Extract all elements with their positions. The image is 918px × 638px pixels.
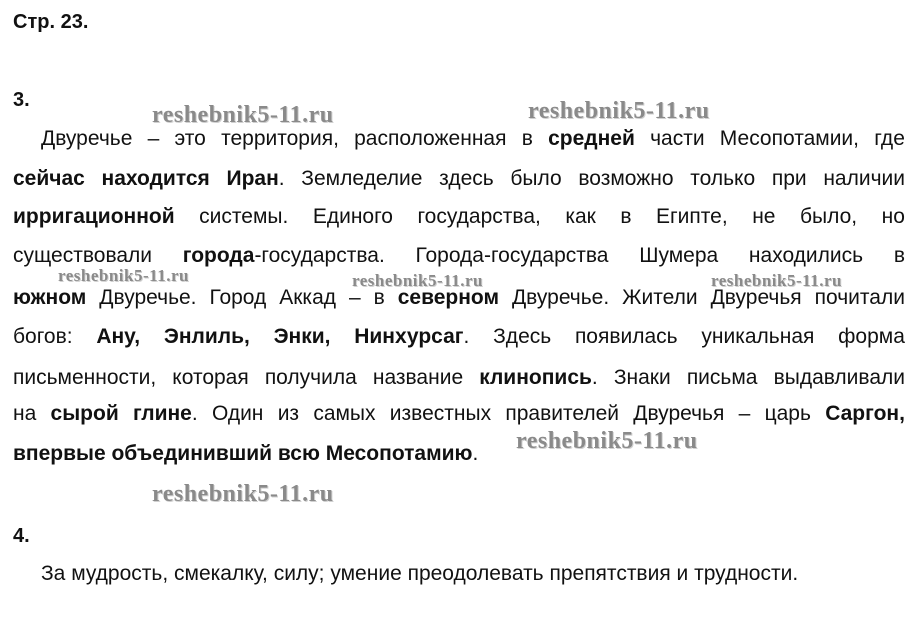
- text-fragment: которая: [172, 366, 249, 389]
- text-fragment: Город: [209, 286, 267, 309]
- watermark: reshebnik5-11.ru: [711, 271, 842, 290]
- word: [505, 400, 619, 428]
- text-fragment: только: [690, 167, 756, 190]
- task-4-answer: За мудрость, смекалку, силу; умение преодолевать препятствия и трудности.: [41, 562, 799, 585]
- bold-term: впервые: [13, 442, 106, 465]
- text-fragment: системы.: [199, 205, 289, 228]
- text-fragment: Аккад: [279, 286, 337, 309]
- bold-term: всю: [277, 442, 320, 465]
- text-fragment: богов:: [13, 325, 73, 348]
- word: [373, 364, 463, 392]
- word: [111, 442, 272, 465]
- text-fragment: письма: [686, 366, 758, 389]
- paragraph-line: [13, 400, 905, 428]
- word: [687, 364, 758, 392]
- word: [278, 400, 299, 428]
- page-heading: Стр. 23.: [13, 11, 89, 33]
- word: [575, 323, 678, 351]
- word: [279, 284, 336, 312]
- text-fragment: при: [771, 167, 807, 190]
- text-fragment: Один: [211, 402, 264, 425]
- word: [13, 442, 106, 465]
- text-fragment: из: [277, 402, 300, 425]
- bold-term: южном: [13, 286, 87, 309]
- word: [13, 323, 73, 351]
- word: [301, 165, 422, 193]
- text-fragment: не: [752, 205, 776, 228]
- text-fragment: расположенная: [354, 127, 507, 150]
- text-fragment: –: [348, 286, 361, 309]
- word: [633, 400, 724, 428]
- text-fragment: появилась: [574, 325, 678, 348]
- word: [578, 165, 673, 193]
- task-3-number: 3.: [13, 89, 30, 111]
- word: [199, 203, 288, 231]
- word: [622, 284, 697, 312]
- text-fragment: .: [472, 442, 479, 465]
- paragraph-line: [41, 125, 905, 153]
- word: [882, 203, 905, 231]
- bold-term: северном: [397, 286, 499, 309]
- text-fragment: уникальная: [701, 325, 815, 348]
- text-fragment: в: [893, 244, 905, 267]
- word: [326, 442, 479, 465]
- word: [874, 125, 905, 153]
- word: [172, 364, 248, 392]
- text-fragment: Шумера: [639, 244, 719, 267]
- word: [51, 400, 119, 428]
- text-fragment: здесь: [439, 167, 494, 190]
- word: [690, 165, 755, 193]
- text-fragment: .: [191, 402, 198, 425]
- word: [739, 400, 751, 428]
- word: [13, 203, 175, 231]
- word: [13, 284, 86, 312]
- word: [133, 400, 198, 428]
- text-fragment: Двуречья: [710, 286, 802, 309]
- text-fragment: в: [373, 286, 385, 309]
- text-fragment: было: [510, 167, 562, 190]
- text-fragment: в: [521, 127, 533, 150]
- text-fragment: было,: [799, 205, 858, 228]
- word: [620, 203, 631, 231]
- text-fragment: Двуречья: [633, 402, 725, 425]
- word: [772, 165, 807, 193]
- text-fragment: письменности,: [13, 366, 157, 389]
- text-fragment: Двуречье: [41, 127, 133, 150]
- paragraph-line: [13, 440, 905, 468]
- text-fragment: наличии: [823, 167, 905, 190]
- watermark: reshebnik5-11.ru: [516, 428, 698, 454]
- text-fragment: выдавливали: [773, 366, 905, 389]
- bold-term: Месопотамию: [325, 442, 473, 465]
- text-fragment: это: [174, 127, 206, 150]
- text-fragment: где: [874, 127, 905, 150]
- word: [479, 364, 598, 392]
- text-fragment: государства,: [417, 205, 541, 228]
- bold-term: клинопись: [479, 366, 592, 389]
- text-fragment: Города-государства: [415, 244, 609, 267]
- word: [13, 400, 36, 428]
- paragraph-line: [13, 323, 905, 351]
- word: [274, 323, 331, 351]
- bold-term: Саргон,: [825, 402, 905, 425]
- bold-term: средней: [548, 127, 635, 150]
- text-fragment: название: [372, 366, 464, 389]
- text-fragment: получила: [264, 366, 357, 389]
- task-4-number: 4.: [13, 525, 30, 547]
- word: [13, 165, 85, 193]
- word: [614, 364, 671, 392]
- text-fragment: существовали: [13, 244, 153, 267]
- text-fragment: Здесь: [493, 325, 552, 348]
- text-fragment: на: [13, 402, 37, 425]
- watermark: reshebnik5-11.ru: [352, 271, 483, 290]
- paragraph-line: [13, 203, 905, 231]
- word: [390, 400, 491, 428]
- word: [354, 125, 506, 153]
- word: [838, 323, 905, 351]
- word: [656, 203, 728, 231]
- word: [313, 400, 375, 428]
- watermark: reshebnik5-11.ru: [152, 102, 334, 128]
- text-fragment: почитали: [814, 286, 905, 309]
- text-fragment: царь: [764, 402, 811, 425]
- text-fragment: форма: [838, 325, 905, 348]
- text-fragment: правителей: [505, 402, 619, 425]
- word: [823, 165, 905, 193]
- text-fragment: Египте,: [656, 205, 728, 228]
- word: [416, 242, 609, 270]
- bold-term: Иран: [226, 167, 279, 190]
- word: [510, 165, 561, 193]
- word: [313, 203, 393, 231]
- word: [221, 125, 339, 153]
- bold-term: находится: [101, 167, 210, 190]
- word: [800, 203, 857, 231]
- word: [183, 242, 385, 270]
- text-fragment: .: [278, 167, 285, 190]
- text-fragment: Двуречье.: [99, 286, 197, 309]
- bold-term: глине: [133, 402, 192, 425]
- bold-term: Ану,: [96, 325, 141, 348]
- word: [209, 284, 266, 312]
- text-fragment: территория,: [221, 127, 339, 150]
- word: [354, 323, 469, 351]
- word: [41, 125, 132, 153]
- word: [565, 203, 596, 231]
- word: [175, 125, 206, 153]
- word: [99, 284, 196, 312]
- word: [894, 242, 905, 270]
- text-fragment: Земледелие: [301, 167, 423, 190]
- word: [148, 125, 160, 153]
- bold-term: сырой: [50, 402, 119, 425]
- bold-term: сейчас: [13, 167, 85, 190]
- word: [825, 400, 905, 428]
- word: [96, 323, 140, 351]
- word: [774, 364, 905, 392]
- word: [522, 125, 533, 153]
- bold-term: Энлиль,: [163, 325, 250, 348]
- paragraph-line: [13, 364, 905, 392]
- word: [212, 400, 263, 428]
- text-fragment: .: [463, 325, 470, 348]
- bold-term: объединивший: [111, 442, 273, 465]
- word: [752, 203, 775, 231]
- text-fragment: в: [620, 205, 632, 228]
- word: [749, 242, 863, 270]
- word: [439, 165, 494, 193]
- text-fragment: известных: [389, 402, 492, 425]
- text-fragment: самых: [313, 402, 376, 425]
- word: [701, 323, 814, 351]
- word: [512, 284, 609, 312]
- paragraph-line: [13, 165, 905, 193]
- bold-term: города: [182, 244, 255, 267]
- text-fragment: но: [881, 205, 905, 228]
- text-fragment: части: [650, 127, 705, 150]
- watermark: reshebnik5-11.ru: [58, 266, 189, 285]
- word: [278, 442, 320, 465]
- word: [417, 203, 540, 231]
- text-fragment: Жители: [622, 286, 698, 309]
- text-fragment: –: [738, 402, 751, 425]
- word: [765, 400, 811, 428]
- text-fragment: Двуречье.: [511, 286, 610, 309]
- text-fragment: как: [565, 205, 596, 228]
- word: [548, 125, 635, 153]
- text-fragment: Знаки: [613, 366, 671, 389]
- word: [720, 125, 859, 153]
- bold-term: ирригационной: [13, 205, 175, 228]
- word: [639, 242, 718, 270]
- text-fragment: Единого: [312, 205, 393, 228]
- bold-term: Энки,: [273, 325, 331, 348]
- text-fragment: находились: [748, 244, 864, 267]
- word: [102, 165, 210, 193]
- text-fragment: Месопотамии,: [719, 127, 859, 150]
- word: [265, 364, 357, 392]
- text-fragment: –: [147, 127, 160, 150]
- watermark: reshebnik5-11.ru: [528, 98, 710, 124]
- bold-term: Нинхурсаг: [354, 325, 464, 348]
- word: [13, 364, 156, 392]
- word: [493, 323, 551, 351]
- word: [226, 165, 284, 193]
- text-fragment: возможно: [578, 167, 674, 190]
- text-fragment: .: [591, 366, 598, 389]
- text-fragment: -государства.: [254, 244, 385, 267]
- word: [650, 125, 704, 153]
- watermark: reshebnik5-11.ru: [152, 481, 334, 507]
- word: [164, 323, 250, 351]
